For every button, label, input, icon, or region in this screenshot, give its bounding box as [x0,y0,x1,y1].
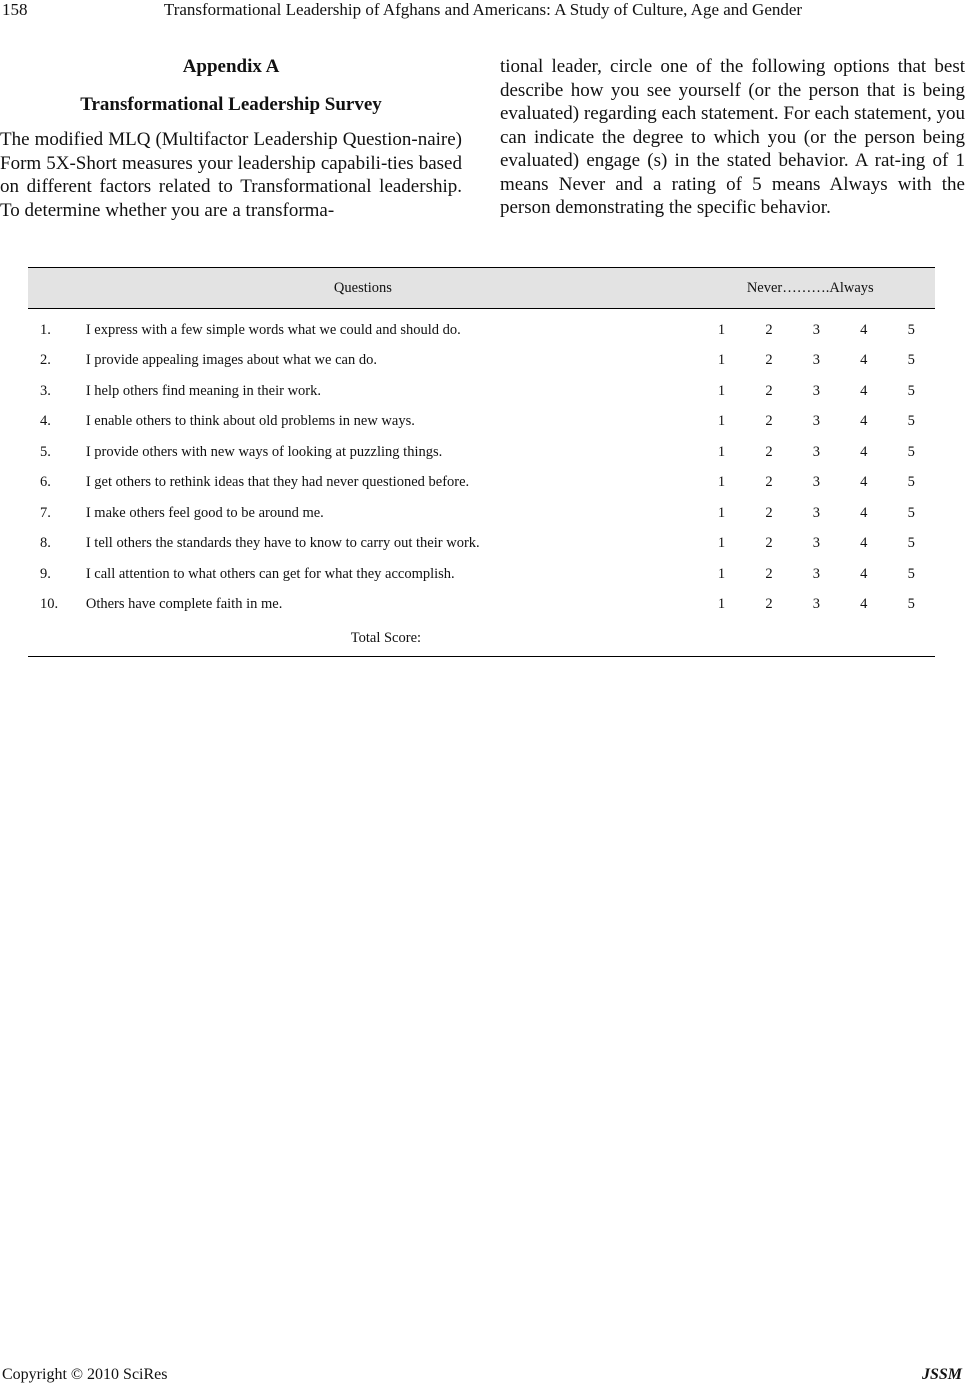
table-row [28,529,935,560]
rating-option-5[interactable]: 5 [907,382,915,399]
table-row [28,437,935,468]
rating-option-3[interactable]: 3 [812,382,820,399]
rating-option-2[interactable]: 2 [765,565,773,582]
rating-option-2[interactable]: 2 [765,321,773,338]
rating-option-3[interactable]: 3 [812,352,820,369]
rating-option-4[interactable]: 4 [860,504,868,521]
table-row [28,559,935,590]
rating-option-3[interactable]: 3 [812,474,820,491]
question-number: 1. [40,321,51,338]
rating-option-1[interactable]: 1 [717,535,726,552]
question-text: I provide others with new ways of looking at puzzling things. [85,443,443,460]
header-questions: Questions [333,279,392,296]
rating-option-4[interactable]: 4 [860,321,868,338]
total-row [28,620,935,657]
question-number: 3. [40,382,51,399]
question-number: 2. [40,352,51,369]
question-text: I call attention to what others can get for what they accomplish. [85,565,455,582]
rating-option-2[interactable]: 2 [765,413,773,430]
rating-option-3[interactable]: 3 [812,565,820,582]
question-number: 10. [40,596,59,613]
rating-option-5[interactable]: 5 [907,596,915,613]
rating-option-2[interactable]: 2 [765,596,773,613]
table-row [28,498,935,529]
rating-option-5[interactable]: 5 [907,504,915,521]
total-score-value [698,620,935,657]
rating-option-1[interactable]: 1 [717,443,726,460]
rating-option-5[interactable]: 5 [907,321,915,338]
question-text: I express with a few simple words what we could and should do. [85,321,461,338]
question-number: 6. [40,474,51,491]
question-text: Others have complete faith in me. [85,596,283,613]
survey-title: Transformational Leadership Survey [80,94,382,115]
table-row [28,590,935,621]
rating-option-4[interactable]: 4 [860,596,868,613]
rating-option-3[interactable]: 3 [812,443,820,460]
rating-option-1[interactable]: 1 [717,413,726,430]
table-header-row [28,268,935,309]
rating-option-3[interactable]: 3 [812,413,820,430]
rating-option-2[interactable]: 2 [765,504,773,521]
question-text: I enable others to think about old problems in new ways. [85,413,415,430]
total-score-label: Total Score: [28,620,698,657]
rating-option-3[interactable]: 3 [812,535,820,552]
header-scale: Never……….Always [746,279,874,296]
table-row [28,346,935,377]
rating-option-1[interactable]: 1 [717,504,726,521]
rating-option-2[interactable]: 2 [765,352,773,369]
rating-option-5[interactable]: 5 [907,443,915,460]
intro-paragraph-right: tional leader, circle one of the following options that best describe how you see yourself (or the person that is being evaluated) regarding each statement. For each statement, you can indicate the degree to which you (or the person being evaluated) engage (s) in the stated behavior. A rat-ing of 1 means Never and a rating of 5 means Always with the person demonstrating the specific behavior. [500,56,965,218]
table-row [28,407,935,438]
question-number: 5. [40,443,51,460]
rating-option-1[interactable]: 1 [717,596,726,613]
survey-body [28,309,935,621]
rating-option-5[interactable]: 5 [907,413,915,430]
table-row [28,376,935,407]
rating-option-4[interactable]: 4 [860,474,868,491]
page-number: 158 [2,0,28,19]
table-row [28,309,935,346]
left-column [0,55,462,222]
rating-option-5[interactable]: 5 [907,352,915,369]
rating-option-4[interactable]: 4 [860,443,868,460]
rating-option-3[interactable]: 3 [812,321,820,338]
survey-table [28,267,935,657]
rating-option-1[interactable]: 1 [717,474,726,491]
question-text: I make others feel good to be around me. [85,504,324,521]
rating-option-1[interactable]: 1 [717,565,726,582]
rating-option-4[interactable]: 4 [860,382,868,399]
question-number: 7. [40,504,51,521]
rating-option-5[interactable]: 5 [907,474,915,491]
rating-option-5[interactable]: 5 [907,535,915,552]
rating-option-5[interactable]: 5 [907,565,915,582]
appendix-title: Appendix A [182,56,280,77]
intro-paragraph-left: The modified MLQ (Multifactor Leadership Question-naire) Form 5X-Short measures your leadership capabili-ties based on different factors related to Transformational leadership. To determine whether you are a transforma- [0,129,462,221]
question-text: I get others to rethink ideas that they had never questioned before. [85,474,470,491]
table-row [28,468,935,499]
rating-option-3[interactable]: 3 [812,596,820,613]
rating-option-4[interactable]: 4 [860,352,868,369]
rating-option-2[interactable]: 2 [765,382,773,399]
rating-option-4[interactable]: 4 [860,565,868,582]
rating-option-3[interactable]: 3 [812,504,820,521]
question-text: I provide appealing images about what we can do. [85,352,377,369]
rating-option-4[interactable]: 4 [860,535,868,552]
question-text: I tell others the standards they have to know to carry out their work. [85,535,480,552]
question-text: I help others find meaning in their work. [85,382,322,399]
journal-name: JSSM [921,1366,962,1383]
running-title: Transformational Leadership of Afghans and Americans: A Study of Culture, Age and Gender [163,0,803,19]
rating-option-2[interactable]: 2 [765,535,773,552]
copyright: Copyright © 2010 SciRes [2,1366,168,1383]
question-number: 4. [40,413,51,430]
question-number: 8. [40,535,51,552]
question-number: 9. [40,565,51,582]
rating-option-2[interactable]: 2 [765,474,773,491]
rating-option-2[interactable]: 2 [765,443,773,460]
rating-option-4[interactable]: 4 [860,413,868,430]
rating-option-1[interactable]: 1 [717,321,726,338]
right-column [500,55,965,220]
rating-option-1[interactable]: 1 [717,382,726,399]
rating-option-1[interactable]: 1 [717,352,726,369]
